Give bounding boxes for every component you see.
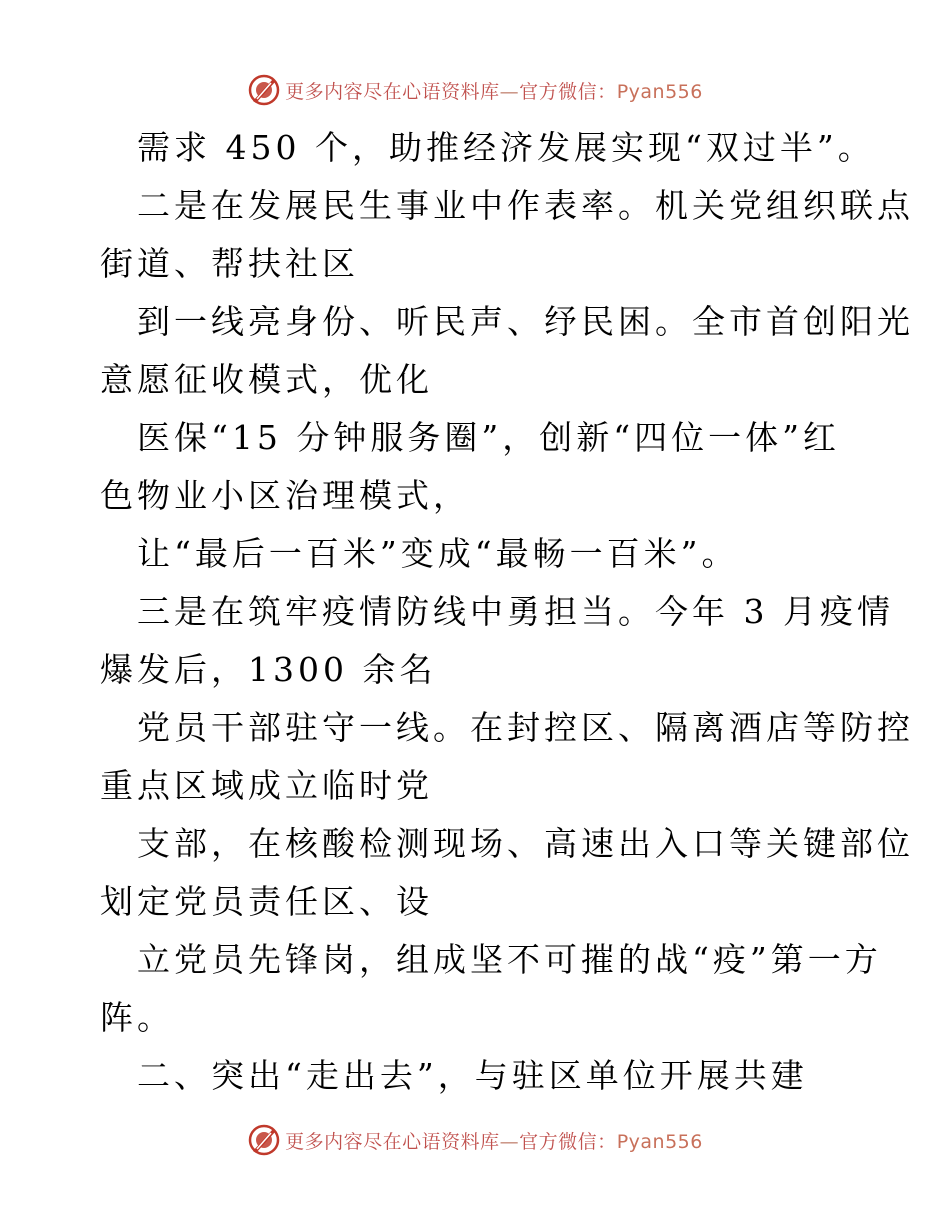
text-line: 医保“15 分钟服务圈”，创新“四位一体”红: [137, 418, 840, 457]
text-line: 党员干部驻守一线。在封控区、隔离酒店等防控: [137, 708, 914, 747]
text-line: 立党员先锋岗，组成坚不可摧的战“疫”第一方: [137, 940, 882, 979]
text-line: 划定党员责任区、设: [100, 882, 433, 921]
text-line: 重点区域成立临时党: [100, 766, 433, 805]
watermark-wechat-handle: Pyan556: [616, 1130, 703, 1153]
footer-watermark: [0, 1120, 950, 1160]
text-line: 爆发后，1300 余名: [100, 650, 437, 689]
quill-logo-icon: [247, 1123, 281, 1157]
text-line: 需求 450 个，助推经济发展实现“双过半”。: [137, 128, 875, 167]
text-line: 三是在筑牢疫情防线中勇担当。今年 3 月疫情: [137, 592, 894, 631]
text-line: 让“最后一百米”变成“最畅一百米”。: [137, 534, 739, 573]
watermark-site-text: 更多内容尽在心语资料库: [285, 80, 500, 103]
header-watermark: [0, 70, 950, 110]
text-line: 支部，在核酸检测现场、高速出入口等关键部位: [137, 824, 914, 863]
quill-logo-icon: [247, 73, 281, 107]
text-line: 色物业小区治理模式，: [100, 476, 470, 515]
watermark-wechat-label: 官方微信：: [519, 80, 617, 103]
watermark-text: [285, 77, 703, 104]
watermark-wechat-label: 官方微信：: [519, 1130, 617, 1153]
text-line: 意愿征收模式，优化: [100, 360, 433, 399]
watermark-separator: —: [499, 80, 520, 103]
section-heading: 二、突出“走出去”，与驻区单位开展共建: [137, 1056, 808, 1095]
text-line: 二是在发展民生事业中作表率。机关党组织联点: [137, 186, 914, 225]
document-body: [100, 125, 914, 1111]
text-line: 阵。: [100, 998, 174, 1037]
watermark-site-text: 更多内容尽在心语资料库: [285, 1130, 500, 1153]
watermark-text: [285, 1127, 703, 1154]
watermark-wechat-handle: Pyan556: [616, 80, 703, 103]
watermark-separator: —: [499, 1130, 520, 1153]
text-line: 到一线亮身份、听民声、纾民困。全市首创阳光: [137, 302, 914, 341]
text-line: 街道、帮扶社区: [100, 244, 359, 283]
